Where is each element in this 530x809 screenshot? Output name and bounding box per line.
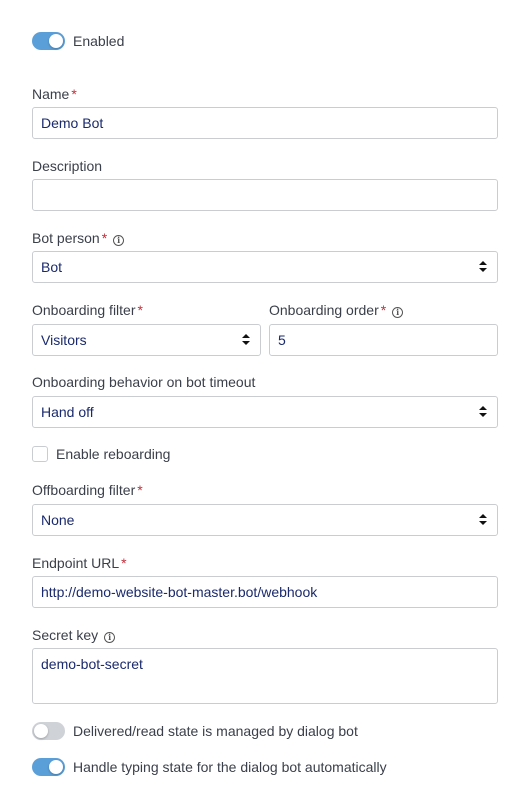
enabled-toggle[interactable]: [32, 32, 65, 50]
onboarding-filter-select[interactable]: Visitors: [32, 324, 261, 356]
select-caret-icon: [242, 334, 250, 346]
info-icon: i: [113, 235, 124, 246]
toggle-knob: [49, 34, 63, 48]
bot-person-label: Bot person * i: [32, 229, 124, 247]
info-icon: i: [104, 632, 115, 643]
onboarding-order-label: Onboarding order * i: [269, 301, 403, 319]
delivered-read-toggle[interactable]: [32, 722, 65, 740]
offboarding-filter-select[interactable]: None: [32, 504, 498, 536]
select-caret-icon: [479, 261, 487, 273]
onboarding-behavior-select[interactable]: Hand off: [32, 396, 498, 428]
info-icon: i: [392, 307, 403, 318]
name-input[interactable]: Demo Bot: [32, 107, 498, 139]
typing-state-toggle[interactable]: [32, 758, 65, 776]
onboarding-filter-label: Onboarding filter *: [32, 302, 143, 318]
delivered-read-label: Delivered/read state is managed by dialog bot: [73, 723, 358, 739]
onboarding-behavior-label: Onboarding behavior on bot timeout: [32, 374, 256, 390]
typing-state-label: Handle typing state for the dialog bot automatically: [73, 759, 387, 775]
offboarding-filter-label: Offboarding filter *: [32, 482, 143, 498]
enable-reboarding-label: Enable reboarding: [56, 446, 171, 462]
endpoint-url-label: Endpoint URL *: [32, 555, 127, 571]
endpoint-url-input[interactable]: http://demo-website-bot-master.bot/webhook: [32, 576, 498, 608]
secret-key-textarea[interactable]: demo-bot-secret: [32, 648, 498, 704]
enabled-label: Enabled: [73, 33, 125, 49]
description-input[interactable]: [32, 179, 498, 211]
toggle-knob: [34, 724, 48, 738]
select-caret-icon: [479, 406, 487, 418]
name-label: Name *: [32, 86, 77, 102]
bot-person-select[interactable]: Bot: [32, 251, 498, 283]
enable-reboarding-checkbox[interactable]: [32, 446, 48, 462]
toggle-knob: [49, 760, 63, 774]
onboarding-order-input[interactable]: 5: [269, 324, 498, 356]
description-label: Description: [32, 158, 103, 174]
select-caret-icon: [479, 514, 487, 526]
secret-key-label: Secret key i: [32, 626, 115, 644]
